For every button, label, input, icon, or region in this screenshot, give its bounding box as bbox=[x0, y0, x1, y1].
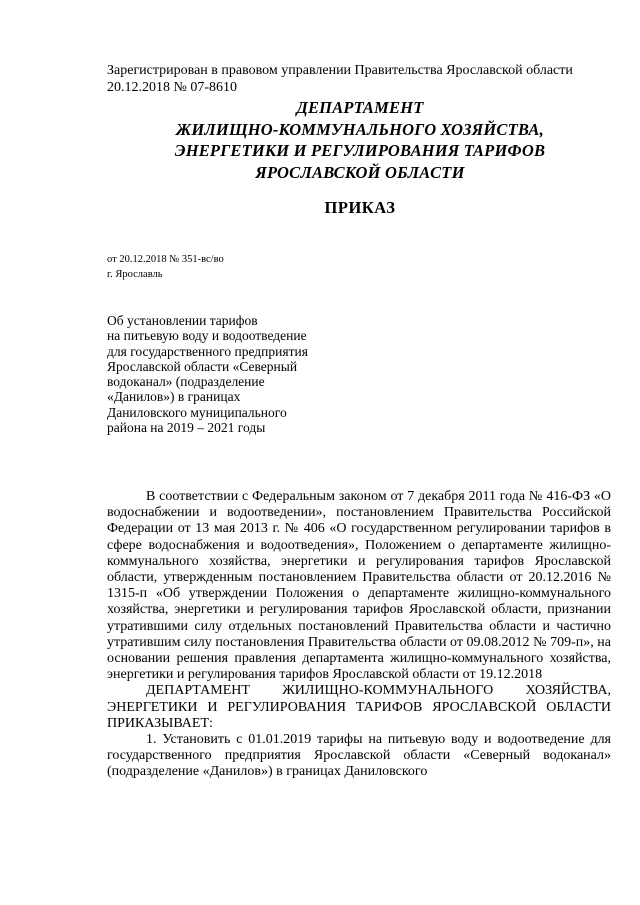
resolution-paragraph: ДЕПАРТАМЕНТ ЖИЛИЩНО-КОММУНАЛЬНОГО ХОЗЯЙСТВА, ЭНЕРГЕТИКИ И РЕГУЛИРОВАНИЯ ТАРИФОВ ЯРОСЛАВСКОЙ ОБЛАСТИ ПРИКАЗЫВАЕТ: bbox=[107, 683, 611, 731]
clause-1-paragraph: 1. Установить с 01.01.2019 тарифы на питьевую воду и водоотведение для государственного предприятия Ярославской области «Северный водоканал» (подразделение «Данилов») в границах Даниловского bbox=[107, 732, 611, 780]
order-meta bbox=[107, 252, 224, 282]
preamble-paragraph: В соответствии с Федеральным законом от 7 декабря 2011 года № 416-ФЗ «О водоснабжении и водоотведении», постановлением Правительства Российской Федерации от 13 мая 2013 г. № 406 «О государственном регулировании тарифов в сфере водоснабжения и водоотведения», Положением о департаменте жилищно-коммунального хозяйства, энергетики и регулирования тарифов Ярославской области, утвержденным постановлением Правительства области от 20.12.2016 № 1315-п «Об утверждении Положения о департаменте жилищно-коммунального хозяйства, энергетики и регулирования тарифов Ярославской области, признании утратившими силу отдельных постановлений Правительства области и частично утратившим силу постановления Правительства области от 09.08.2012 № 709-п», на основании решения правления департамента жилищно-коммунального хозяйства, энергетики и регулирования тарифов Ярославской области от 19.12.2018 bbox=[107, 489, 611, 683]
subject-line: Ярославской области «Северный bbox=[107, 358, 298, 374]
department-title-line: ДЕПАРТАМЕНТ bbox=[296, 98, 424, 117]
subject-line: на питьевую воду и водоотведение bbox=[107, 328, 307, 344]
department-title-line: ЖИЛИЩНО-КОММУНАЛЬНОГО ХОЗЯЙСТВА, bbox=[176, 119, 544, 139]
order-date-number: от 20.12.2018 № 351-вс/во bbox=[107, 254, 224, 265]
order-city: г. Ярославль bbox=[107, 269, 163, 280]
department-title-line: ЭНЕРГЕТИКИ И РЕГУЛИРОВАНИЯ ТАРИФОВ bbox=[174, 141, 546, 160]
registration-note bbox=[107, 62, 573, 96]
subject-line: Даниловского муниципального bbox=[107, 404, 287, 420]
order-body bbox=[107, 489, 611, 781]
registration-line-2: 20.12.2018 № 07-8610 bbox=[107, 80, 238, 95]
department-title-line: ЯРОСЛАВСКОЙ ОБЛАСТИ bbox=[255, 162, 465, 182]
subject-line: района на 2019 – 2021 годы bbox=[107, 420, 266, 436]
subject-line: Об установлении тарифов bbox=[107, 313, 258, 328]
order-title: ПРИКАЗ bbox=[324, 198, 396, 217]
subject-line: для государственного предприятия bbox=[107, 343, 308, 359]
subject-line: «Данилов») в границах bbox=[107, 389, 241, 405]
order-subject bbox=[107, 313, 377, 435]
subject-line: водоканал» (подразделение bbox=[107, 374, 265, 390]
registration-line-1: Зарегистрирован в правовом управлении Правительства Ярославской области bbox=[107, 63, 573, 78]
department-title bbox=[0, 97, 640, 183]
